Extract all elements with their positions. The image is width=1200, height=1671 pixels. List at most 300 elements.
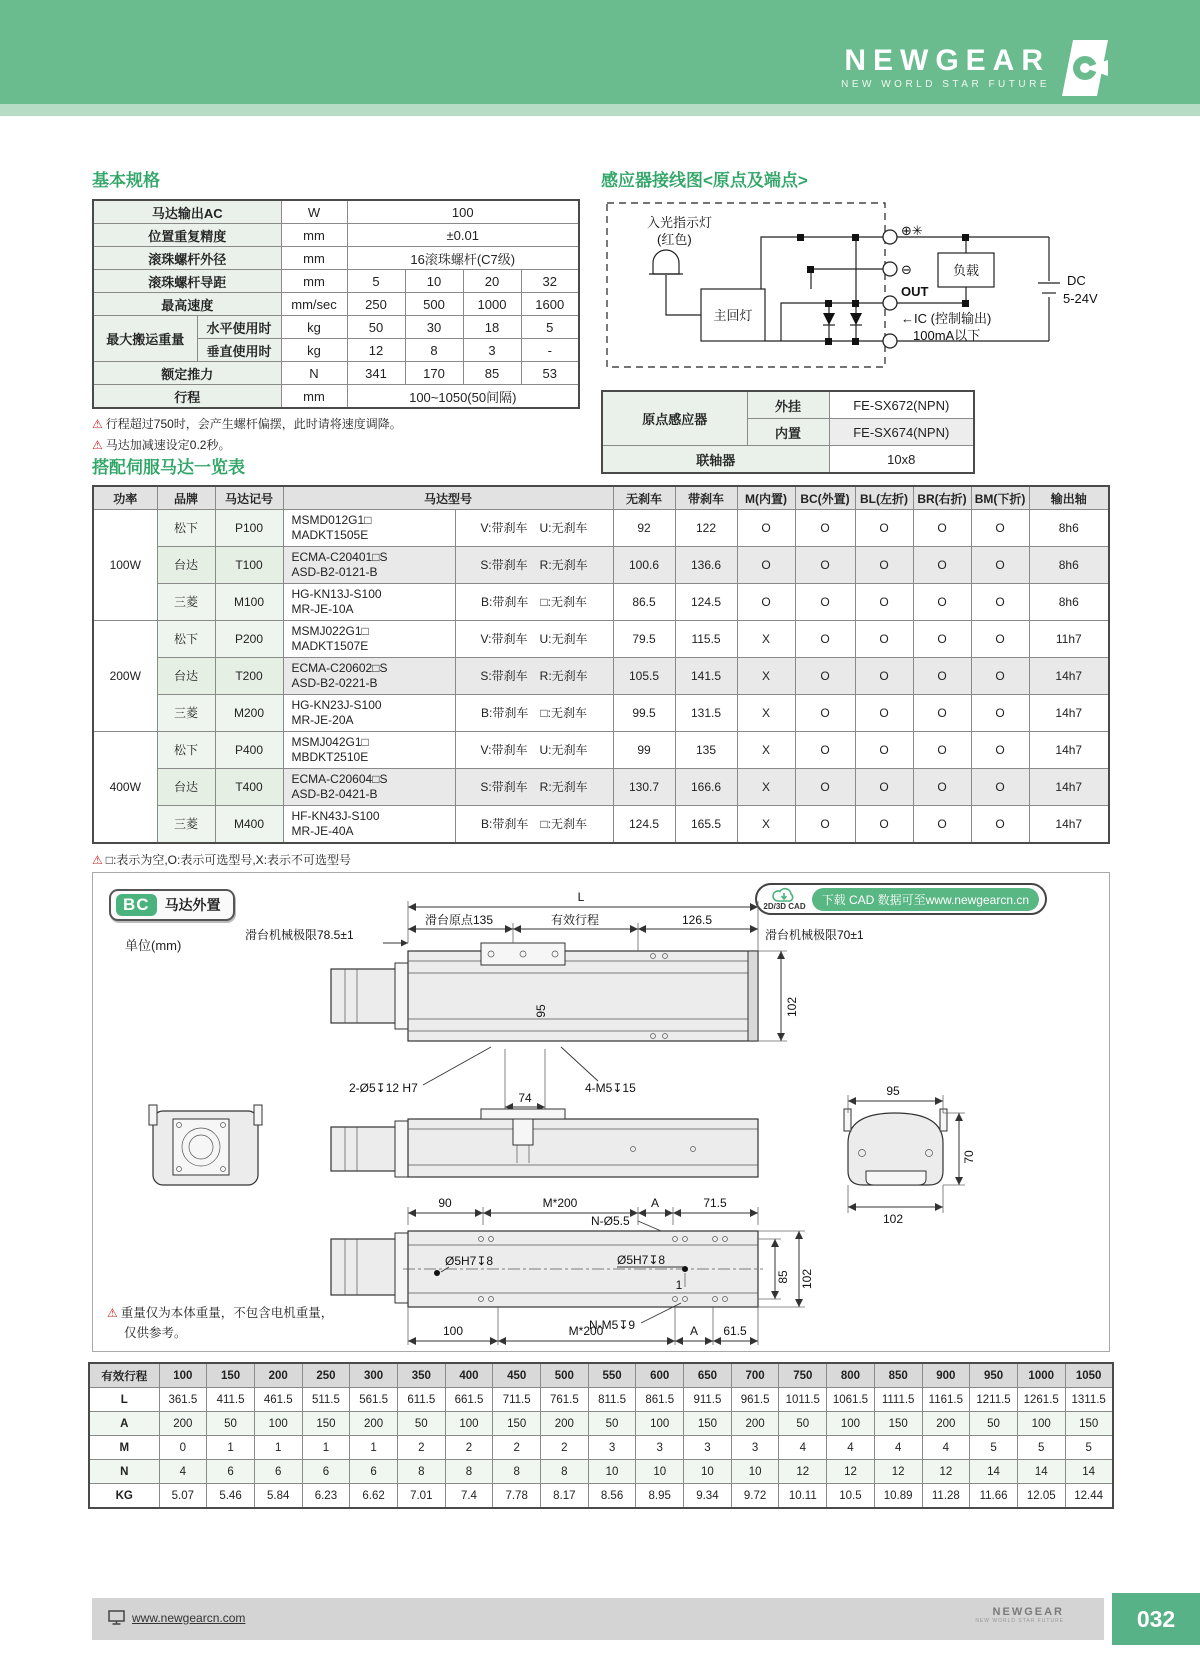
stroke-cell: 14 xyxy=(1065,1460,1113,1484)
stroke-cell: 761.5 xyxy=(541,1388,589,1412)
motor-col-header: BR(右折) xyxy=(913,486,971,510)
motor-cell: 松下 xyxy=(157,510,215,547)
table-cell: 50 xyxy=(347,316,405,339)
motor-cell: X xyxy=(737,732,795,769)
dim-74: 74 xyxy=(518,1091,532,1105)
led-label: 入光指示灯 xyxy=(647,215,713,230)
table-cell: 500 xyxy=(405,293,463,316)
motor-cell: O xyxy=(795,806,855,844)
motor-cell: ECMA-C20602□S ASD-B2-0221-B xyxy=(283,658,455,695)
drawing-shape xyxy=(395,1121,408,1177)
table-cell: 8 xyxy=(405,339,463,362)
motor-cell: O xyxy=(737,510,795,547)
table-cell: FE-SX674(NPN) xyxy=(829,419,974,446)
motor-cell: 8h6 xyxy=(1029,547,1109,584)
stroke-cell: 750 xyxy=(779,1363,827,1388)
motor-table-body xyxy=(93,510,1109,844)
motor-col-header: BC(外置) xyxy=(795,486,855,510)
motor-cell: 105.5 xyxy=(613,658,675,695)
diode-symbol xyxy=(823,313,835,325)
dc-voltage-label: 5-24V xyxy=(1063,291,1098,306)
stroke-cell: 7.78 xyxy=(493,1484,541,1509)
table-cell: 16滚珠螺杆(C7级) xyxy=(347,247,579,270)
drawing-shape xyxy=(109,1611,124,1621)
footer-bar xyxy=(92,1598,1104,1640)
stroke-cell: 150 xyxy=(874,1412,922,1436)
carriage-side-view xyxy=(481,1109,565,1119)
stroke-cell: 12.05 xyxy=(1017,1484,1065,1509)
motor-cell: O xyxy=(855,769,913,806)
motor-cell: O xyxy=(913,732,971,769)
motor-cell: P400 xyxy=(215,732,283,769)
table-cell: 滚珠螺杆导距 xyxy=(93,270,281,293)
dim-A-bottom: A xyxy=(689,1324,699,1338)
table-cell: 250 xyxy=(347,293,405,316)
dim-102-endview: 102 xyxy=(882,1212,904,1226)
stroke-cell: 1 xyxy=(350,1436,398,1460)
motor-cell: S:带刹车 R:无刹车 xyxy=(455,769,613,806)
table-cell: 行程 xyxy=(93,385,281,409)
warning-icon: ⚠ xyxy=(92,853,103,867)
stroke-cell: 9.34 xyxy=(684,1484,732,1509)
basic-note-2: ⚠ 马达加减速设定0.2秒。 xyxy=(92,438,231,452)
warning-icon: ⚠ xyxy=(92,417,103,431)
stroke-cell: 14 xyxy=(970,1460,1018,1484)
table-cell: mm xyxy=(281,270,347,293)
stroke-cell: 2 xyxy=(541,1436,589,1460)
plus-label: ⊕✳ xyxy=(901,223,923,238)
stroke-cell: 10 xyxy=(588,1460,636,1484)
motor-cell: 台达 xyxy=(157,769,215,806)
motor-note-1: ⚠ □:表示为空,O:表示可选型号,X:表示不可选型号 xyxy=(92,853,352,867)
motor-cell: X xyxy=(737,769,795,806)
stroke-cell: 6 xyxy=(302,1460,350,1484)
basic-specs-title: 基本规格 xyxy=(92,171,160,190)
stroke-cell: 4 xyxy=(922,1436,970,1460)
table-cell: 外挂 xyxy=(747,391,829,419)
brand-logo xyxy=(841,40,1108,96)
motor-table-title: 搭配伺服马达一览表 xyxy=(92,458,245,477)
stroke-cell: 5.84 xyxy=(254,1484,302,1509)
stroke-cell: 200 xyxy=(541,1412,589,1436)
motor-cell: T100 xyxy=(215,547,283,584)
cad-badge-small-label: 2D/3D CAD xyxy=(763,902,806,911)
minus-label: ⊖ xyxy=(901,262,912,277)
stroke-cell: 950 xyxy=(970,1363,1018,1388)
table-cell: mm/sec xyxy=(281,293,347,316)
stroke-row-label: KG xyxy=(89,1484,159,1509)
stroke-cell: 461.5 xyxy=(254,1388,302,1412)
motor-cell: X xyxy=(737,695,795,732)
header-band xyxy=(0,0,1200,124)
body-top-view xyxy=(408,951,758,1041)
stroke-row-label: N xyxy=(89,1460,159,1484)
motor-cell: X xyxy=(737,658,795,695)
stroke-table-body xyxy=(89,1363,1113,1508)
dim-m200-bottom: M*200 xyxy=(568,1324,604,1338)
motor-cell: HG-KN23J-S100 MR-JE-20A xyxy=(283,695,455,732)
stroke-cell: 1 xyxy=(254,1436,302,1460)
terminal-minus xyxy=(883,262,897,276)
motor-cell: 124.5 xyxy=(675,584,737,621)
stroke-cell: 12.44 xyxy=(1065,1484,1113,1509)
table-cell: 341 xyxy=(347,362,405,385)
stroke-cell: 2 xyxy=(493,1436,541,1460)
dim-102-right: 102 xyxy=(785,996,799,1018)
motor-cell: 141.5 xyxy=(675,658,737,695)
callout-4xm5: 4-M5↧15 xyxy=(585,1081,636,1095)
monitor-icon xyxy=(108,1610,125,1625)
motor-cell: V:带刹车 U:无刹车 xyxy=(455,510,613,547)
motor-cell: O xyxy=(855,658,913,695)
motor-cell: O xyxy=(913,584,971,621)
motor-cell: O xyxy=(971,769,1029,806)
stroke-cell: 6 xyxy=(254,1460,302,1484)
stroke-cell: 561.5 xyxy=(350,1388,398,1412)
drawing-shape xyxy=(561,1047,598,1081)
stroke-table xyxy=(88,1362,1114,1509)
drawing-shape xyxy=(797,234,804,241)
stroke-cell: 1261.5 xyxy=(1017,1388,1065,1412)
stroke-cell: 8 xyxy=(541,1460,589,1484)
callout-n-d55: N-Ø5.5 xyxy=(591,1214,630,1228)
motor-cell: O xyxy=(795,547,855,584)
motor-cell: O xyxy=(855,695,913,732)
stroke-cell: 361.5 xyxy=(159,1388,207,1412)
warning-icon: ⚠ xyxy=(92,438,103,452)
motor-col-header: M(内置) xyxy=(737,486,795,510)
motor-cell: O xyxy=(913,658,971,695)
servo-motor-table xyxy=(92,485,1110,844)
motor-cell: 99.5 xyxy=(613,695,675,732)
stroke-cell: 150 xyxy=(684,1412,732,1436)
ic-label: ←IC (控制输出) xyxy=(901,311,992,326)
motor-cell: 松下 xyxy=(157,732,215,769)
dim-limit-right: 滑台机械极限70±1 xyxy=(765,928,864,942)
table-cell: 1600 xyxy=(521,293,579,316)
stroke-cell: 8.56 xyxy=(588,1484,636,1509)
stroke-cell: 150 xyxy=(207,1363,255,1388)
stroke-cell: 200 xyxy=(159,1412,207,1436)
stroke-cell: 200 xyxy=(731,1412,779,1436)
motor-cell: T200 xyxy=(215,658,283,695)
motor-cell: P200 xyxy=(215,621,283,658)
table-cell: 30 xyxy=(405,316,463,339)
motor-cell: O xyxy=(913,695,971,732)
table-cell: kg xyxy=(281,316,347,339)
stroke-cell: 150 xyxy=(493,1412,541,1436)
led-symbol xyxy=(653,250,679,274)
motor-cell: B:带刹车 □:无刹车 xyxy=(455,584,613,621)
drawing-shape xyxy=(807,266,814,273)
stroke-cell: 550 xyxy=(588,1363,636,1388)
technical-drawing-panel xyxy=(92,872,1110,1352)
motor-cell: 台达 xyxy=(157,658,215,695)
dim-95-endview: 95 xyxy=(886,1084,900,1098)
stroke-cell: 6 xyxy=(350,1460,398,1484)
motor-cell: 8h6 xyxy=(1029,510,1109,547)
dim-102-bottom: 102 xyxy=(800,1268,814,1290)
dim-A-top: A xyxy=(650,1196,660,1210)
stroke-cell: 250 xyxy=(302,1363,350,1388)
stroke-cell: 100 xyxy=(1017,1412,1065,1436)
sensor-section xyxy=(601,166,1111,474)
table-cell: mm xyxy=(281,247,347,270)
motor-cell: 100W xyxy=(93,510,157,621)
stroke-cell: 411.5 xyxy=(207,1388,255,1412)
motor-cell: 8h6 xyxy=(1029,584,1109,621)
drawing-shape xyxy=(852,338,859,345)
stroke-cell: 8.95 xyxy=(636,1484,684,1509)
table-cell: W xyxy=(281,200,347,224)
stroke-cell: 5 xyxy=(1065,1436,1113,1460)
motor-cell: 200W xyxy=(93,621,157,732)
drawing-shape xyxy=(395,963,408,1029)
stroke-cell: 200 xyxy=(254,1363,302,1388)
stroke-cell: 800 xyxy=(827,1363,875,1388)
table-cell: 5 xyxy=(347,270,405,293)
stroke-cell: 10.11 xyxy=(779,1484,827,1509)
stroke-cell: 12 xyxy=(779,1460,827,1484)
motor-cell: O xyxy=(737,547,795,584)
stroke-cell: 861.5 xyxy=(636,1388,684,1412)
stroke-cell: 911.5 xyxy=(684,1388,732,1412)
dim-61-5: 61.5 xyxy=(723,1324,747,1338)
motor-cell: O xyxy=(971,732,1029,769)
stroke-cell: 1 xyxy=(302,1436,350,1460)
table-cell: 20 xyxy=(463,270,521,293)
drawing-shape xyxy=(682,1266,688,1272)
stroke-cell: 511.5 xyxy=(302,1388,350,1412)
motor-cell: V:带刹车 U:无刹车 xyxy=(455,732,613,769)
table-cell: 内置 xyxy=(747,419,829,446)
motor-cell: B:带刹车 □:无刹车 xyxy=(455,695,613,732)
dim-m200-top: M*200 xyxy=(542,1196,578,1210)
motor-col-header: 马达型号 xyxy=(283,486,613,510)
stroke-cell: 12 xyxy=(874,1460,922,1484)
terminal-out xyxy=(883,296,897,310)
motor-cell: S:带刹车 R:无刹车 xyxy=(455,658,613,695)
stroke-cell: 12 xyxy=(922,1460,970,1484)
drawing-shape xyxy=(513,1119,533,1145)
stroke-cell: 6 xyxy=(207,1460,255,1484)
motor-cell: T400 xyxy=(215,769,283,806)
table-cell: 额定推力 xyxy=(93,362,281,385)
stroke-cell: 10.5 xyxy=(827,1484,875,1509)
stroke-cell: 11.66 xyxy=(970,1484,1018,1509)
motor-cell: O xyxy=(795,658,855,695)
table-cell: mm xyxy=(281,224,347,247)
motor-cell: MSMJ022G1□ MADKT1507E xyxy=(283,621,455,658)
table-cell: 原点感应器 xyxy=(602,391,747,446)
table-cell: 滚珠螺杆外径 xyxy=(93,247,281,270)
motor-cell: 122 xyxy=(675,510,737,547)
motor-cell: O xyxy=(913,769,971,806)
stroke-cell: 8 xyxy=(445,1460,493,1484)
bc-badge-code: BC xyxy=(116,894,157,916)
dim-71-5: 71.5 xyxy=(703,1196,727,1210)
motor-col-header: BM(下折) xyxy=(971,486,1029,510)
brand-name: NEWGEAR xyxy=(844,44,1050,77)
motor-cell: O xyxy=(855,547,913,584)
motor-cell: 166.6 xyxy=(675,769,737,806)
stroke-cell: 5.07 xyxy=(159,1484,207,1509)
motor-cell: O xyxy=(795,621,855,658)
drawing-shape xyxy=(254,1105,262,1125)
table-cell: 100 xyxy=(347,200,579,224)
drawing-shape xyxy=(423,1047,491,1085)
callout-5h7-1: Ø5H7↧8 xyxy=(445,1254,494,1268)
stroke-cell: 100 xyxy=(445,1412,493,1436)
motor-col-header: 马达记号 xyxy=(215,486,283,510)
footer-logo: NEWGEAR NEW WORLD STAR FUTURE xyxy=(975,1606,1064,1624)
stroke-cell: 14 xyxy=(1017,1460,1065,1484)
stroke-cell: 4 xyxy=(874,1436,922,1460)
table-cell: 位置重复精度 xyxy=(93,224,281,247)
stroke-cell: 100 xyxy=(159,1363,207,1388)
dc-label: DC xyxy=(1067,273,1086,288)
stroke-cell: 10.89 xyxy=(874,1484,922,1509)
dim-stroke: 有效行程 xyxy=(550,913,600,927)
stroke-cell: 50 xyxy=(970,1412,1018,1436)
motor-cell: 14h7 xyxy=(1029,695,1109,732)
dim-origin: 滑台原点135 xyxy=(424,913,494,927)
drawing-shape xyxy=(962,300,969,307)
motor-cell: O xyxy=(971,547,1029,584)
stroke-cell: 100 xyxy=(827,1412,875,1436)
motor-cell: 165.5 xyxy=(675,806,737,844)
motor-col-header: 品牌 xyxy=(157,486,215,510)
motor-col-header: 无刹车 xyxy=(613,486,675,510)
header-stripe-white xyxy=(0,116,1200,124)
stroke-row-label: A xyxy=(89,1412,159,1436)
drawing-shape xyxy=(781,303,886,341)
sensor-title: 感应器接线图<原点及端点> xyxy=(601,171,808,190)
motor-col-header: 功率 xyxy=(93,486,157,510)
motor-col-header: BL(左折) xyxy=(855,486,913,510)
motor-cell: O xyxy=(913,806,971,844)
motor-cell: S:带刹车 R:无刹车 xyxy=(455,547,613,584)
motor-cell: O xyxy=(737,584,795,621)
stroke-cell: 8 xyxy=(397,1460,445,1484)
stroke-cell: 700 xyxy=(731,1363,779,1388)
motor-cell: V:带刹车 U:无刹车 xyxy=(455,621,613,658)
drawing-shape xyxy=(434,1270,440,1276)
motor-cell: 三菱 xyxy=(157,806,215,844)
table-cell: 马达输出AC xyxy=(93,200,281,224)
footer-link[interactable] xyxy=(108,1610,245,1625)
stroke-cell: 500 xyxy=(541,1363,589,1388)
technical-drawing xyxy=(93,873,1107,1349)
ic-current-label: 100mA以下 xyxy=(913,328,981,343)
motor-cell: O xyxy=(795,695,855,732)
drawing-shape xyxy=(844,1109,851,1131)
stroke-cell: 600 xyxy=(636,1363,684,1388)
motor-cell: O xyxy=(913,510,971,547)
motor-table-head-row xyxy=(93,486,1109,510)
drawing-shape xyxy=(866,1171,926,1185)
stroke-cell: 5 xyxy=(1017,1436,1065,1460)
motor-cell: 三菱 xyxy=(157,584,215,621)
motor-cell: O xyxy=(855,510,913,547)
carriage-top-view xyxy=(481,943,565,965)
stroke-cell: 811.5 xyxy=(588,1388,636,1412)
stroke-cell: 1011.5 xyxy=(779,1388,827,1412)
stroke-cell: 10 xyxy=(636,1460,684,1484)
stroke-row-label: 有效行程 xyxy=(89,1363,159,1388)
stroke-cell: 1311.5 xyxy=(1065,1388,1113,1412)
stroke-cell: 50 xyxy=(588,1412,636,1436)
stroke-cell: 50 xyxy=(397,1412,445,1436)
drawing-shape xyxy=(395,1233,408,1303)
cad-badge-text: 下载 CAD 数据可至www.newgearcn.cn xyxy=(812,888,1039,911)
motor-cell: 100.6 xyxy=(613,547,675,584)
motor-cell: MSMD012G1□ MADKT1505E xyxy=(283,510,455,547)
motor-cell: 130.7 xyxy=(613,769,675,806)
dim-100: 100 xyxy=(442,1324,464,1338)
motor-cell: O xyxy=(913,547,971,584)
stroke-cell: 1050 xyxy=(1065,1363,1113,1388)
drawing-shape xyxy=(962,234,969,241)
drawing-shape xyxy=(940,1109,947,1131)
table-cell: 1000 xyxy=(463,293,521,316)
stroke-cell: 611.5 xyxy=(397,1388,445,1412)
unit-label: 单位(mm) xyxy=(125,938,182,953)
stroke-section xyxy=(88,1362,1114,1509)
motor-cell: O xyxy=(971,510,1029,547)
table-cell: 85 xyxy=(463,362,521,385)
out-label: OUT xyxy=(901,284,929,299)
stroke-cell: 5 xyxy=(970,1436,1018,1460)
motor-cell: O xyxy=(971,621,1029,658)
main-lamp-label: 主回灯 xyxy=(713,308,753,323)
motor-cell: M200 xyxy=(215,695,283,732)
motor-section xyxy=(92,453,1108,889)
table-cell: 5 xyxy=(521,316,579,339)
stroke-cell: 8 xyxy=(493,1460,541,1484)
motor-cell: 135 xyxy=(675,732,737,769)
stroke-cell: 200 xyxy=(922,1412,970,1436)
motor-cell: O xyxy=(913,621,971,658)
motor-cell: O xyxy=(795,769,855,806)
motor-cell: ECMA-C20401□S ASD-B2-0121-B xyxy=(283,547,455,584)
stroke-cell: 300 xyxy=(350,1363,398,1388)
stroke-cell: 400 xyxy=(445,1363,493,1388)
motor-cell: B:带刹车 □:无刹车 xyxy=(455,806,613,844)
motor-cell: 14h7 xyxy=(1029,769,1109,806)
table-cell: - xyxy=(521,339,579,362)
basic-specs-table xyxy=(92,199,580,409)
dim-1: 1 xyxy=(675,1278,683,1292)
table-cell: mm xyxy=(281,385,347,409)
motor-cell: 115.5 xyxy=(675,621,737,658)
stroke-cell: 100 xyxy=(254,1412,302,1436)
stroke-cell: 711.5 xyxy=(493,1388,541,1412)
stroke-cell: 1000 xyxy=(1017,1363,1065,1388)
stroke-cell: 50 xyxy=(207,1412,255,1436)
stroke-cell: 7.4 xyxy=(445,1484,493,1509)
stroke-cell: 11.28 xyxy=(922,1484,970,1509)
basic-note-1: ⚠ 行程超过750时，会产生螺杆偏摆，此时请将速度调降。 xyxy=(92,417,402,431)
table-cell: 32 xyxy=(521,270,579,293)
table-cell: ±0.01 xyxy=(347,224,579,247)
stroke-cell: 6.23 xyxy=(302,1484,350,1509)
table-cell: kg xyxy=(281,339,347,362)
dim-limit-left: 滑台机械极限78.5±1 xyxy=(245,928,354,942)
gear-logo-icon xyxy=(1062,40,1108,96)
stroke-cell: 450 xyxy=(493,1363,541,1388)
motor-cell: 松下 xyxy=(157,621,215,658)
